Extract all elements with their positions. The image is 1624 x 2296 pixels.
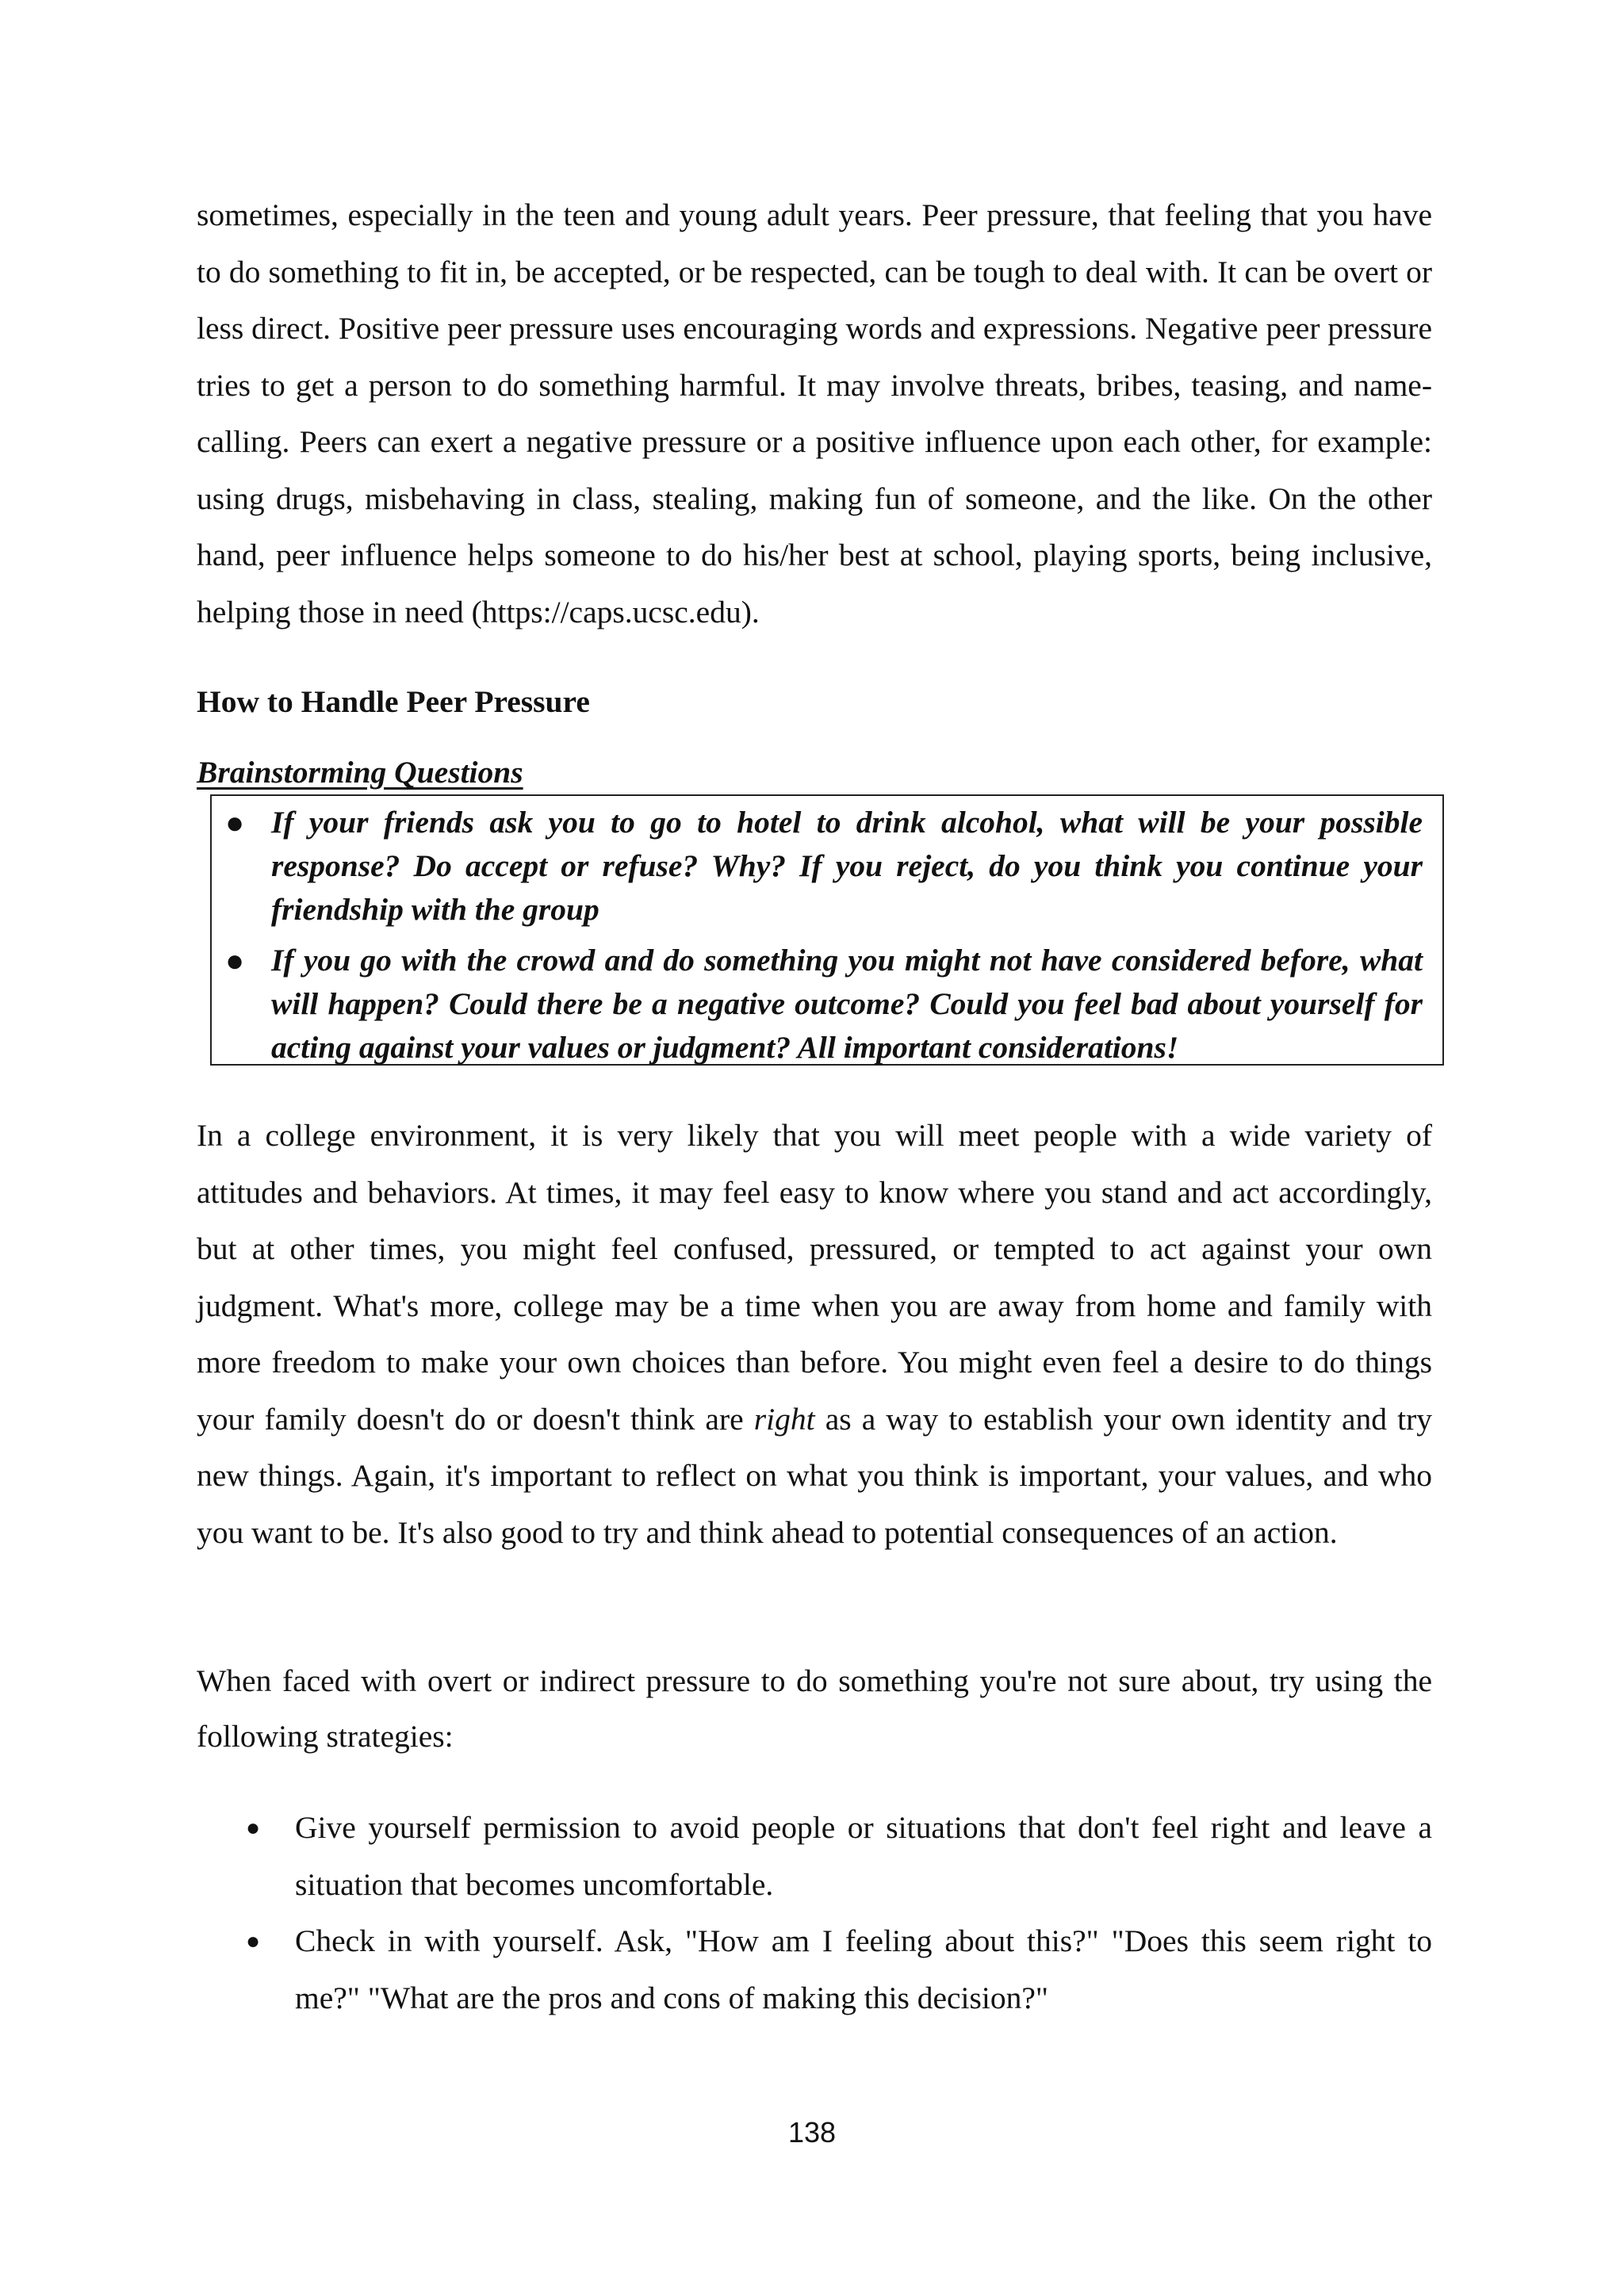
strategy-text: Check in with yourself. Ask, "How am I feeling about this?" "Does this seem right to me?" "What are the pros and cons of making this decision?"	[295, 1923, 1432, 2015]
strategies-list	[197, 1800, 1432, 2026]
bullet-icon: ●	[225, 805, 245, 840]
bullet-icon: ●	[225, 943, 245, 978]
list-item	[197, 1800, 1432, 1913]
brainstorm-questions-box	[210, 794, 1444, 1066]
brainstorm-question: If your friends ask you to go to hotel to drink alcohol, what will be your possible response? Do accept or refuse? Why? If you reject, do you think you continue your friendship with the group	[271, 805, 1423, 927]
section-heading: How to Handle Peer Pressure	[197, 684, 590, 719]
brainstorm-heading: Brainstorming Questions	[197, 755, 523, 790]
college-paragraph	[197, 1108, 1432, 1561]
strategy-text: Give yourself permission to avoid people or situations that don't feel right and leave a situation that becomes uncomfortable.	[295, 1810, 1432, 1902]
strategies-intro: When faced with overt or indirect pressure to do something you're not sure about, try using the following strategies:	[197, 1663, 1432, 1754]
emphasis-word: right	[753, 1401, 815, 1437]
brainstorm-question: If you go with the crowd and do something you might not have considered before, what will happen? Could there be a negative outcome? Could you feel bad about yourself for acting against your values or judgment? All important considerations!	[271, 943, 1423, 1065]
college-text-start: In a college environment, it is very likely that you will meet people with a wide variety of attitudes and behaviors. At times, it may feel easy to know where you stand and act accordingly, but at other times, you might feel confused, pressured, or tempted to act against your own judgment. What's more, college may be a time when you are away from home and family with more freedom to make your own choices than before. You might even feel a desire to do things your family doesn't do or doesn't think are	[197, 1118, 1432, 1437]
bullet-icon: ●	[246, 1928, 261, 1954]
college-text-end: as a way to establish your own identity and try new things. Again, it's important to reflect on what you think is important, your values, and who you want to be. It's also good to try and think ahead to potential consequences of an action.	[197, 1401, 1433, 1550]
page-number: 138	[787, 2116, 837, 2149]
list-item	[197, 1913, 1432, 2026]
intro-paragraph: sometimes, especially in the teen and young adult years. Peer pressure, that feeling that you have to do something to fit in, be accepted, or be respected, can be tough to deal with. It can be overt or less direct. Positive peer pressure uses encouraging words and expressions. Negative peer pressure tries to get a person to do something harmful. It may involve threats, bribes, teasing, and name-calling. Peers can exert a negative pressure or a positive influence upon each other, for example: using drugs, misbehaving in class, stealing, making fun of someone, and the like. On the other hand, peer influence helps someone to do his/her best at school, playing sports, being inclusive, helping those in need (https://caps.ucsc.edu).	[197, 197, 1432, 629]
bullet-icon: ●	[246, 1815, 261, 1841]
